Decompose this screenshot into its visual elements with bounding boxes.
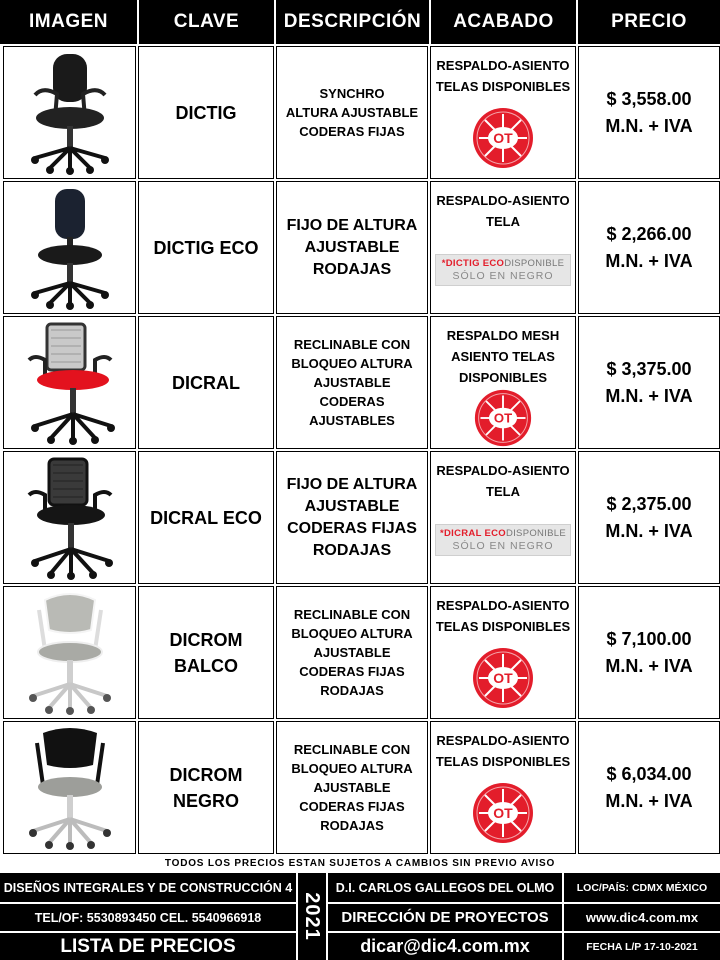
- price-currency: M.N. + IVA: [605, 790, 693, 811]
- product-acabado: RESPALDO-ASIENTO TELAS DISPONIBLES OT: [430, 586, 576, 719]
- product-precio: [578, 181, 720, 314]
- chair-photo-icon: [15, 455, 125, 580]
- product-descripcion: RECLINABLE CON BLOQUEO ALTURA AJUSTABLE CODERAS AJUSTABLES: [276, 316, 428, 449]
- product-acabado: RESPALDO-ASIENTO TELA *DICRAL ECODISPONIBLE SÓLO EN NEGRO: [430, 451, 576, 584]
- email-link[interactable]: dicar@dic4.com.mx: [360, 936, 530, 956]
- ot-label: OT: [493, 410, 513, 426]
- chair-photo-icon: [15, 185, 125, 310]
- product-acabado: RESPALDO MESH ASIENTO TELAS DISPONIBLES OT: [430, 316, 576, 449]
- price-value: $ 7,100.00: [606, 628, 692, 649]
- product-descripcion: RECLINABLE CON BLOQUEO ALTURA AJUSTABLE CODERAS FIJAS RODAJAS: [276, 721, 428, 854]
- product-image-dicral: [3, 316, 136, 449]
- product-clave: DICROM NEGRO: [138, 721, 274, 854]
- header-acabado: ACABADO: [453, 11, 554, 32]
- product-acabado: RESPALDO-ASIENTO TELAS DISPONIBLES OT: [430, 46, 576, 179]
- product-acabado: RESPALDO-ASIENTO TELAS DISPONIBLES OT: [430, 721, 576, 854]
- price-currency: M.N. + IVA: [605, 115, 693, 136]
- product-descripcion: SYNCHRO ALTURA AJUSTABLE CODERAS FIJAS: [276, 46, 428, 179]
- product-clave: DICRAL: [138, 316, 274, 449]
- year-text: 2021: [300, 892, 323, 941]
- product-acabado: RESPALDO-ASIENTO TELA *DICTIG ECODISPONIBLE SÓLO EN NEGRO: [430, 181, 576, 314]
- header-clave: CLAVE: [173, 11, 240, 32]
- ot-fabric-logo-icon: [471, 781, 535, 845]
- company-name: DISEÑOS INTEGRALES Y DE CONSTRUCCIÓN 4: [3, 880, 293, 895]
- chair-photo-icon: [15, 50, 125, 175]
- product-image-dicrom-negro: [3, 721, 136, 854]
- product-clave: DICTIG: [138, 46, 274, 179]
- product-image-dicral-eco: [3, 451, 136, 584]
- chair-photo-icon: [15, 725, 125, 850]
- product-image-dictig: [3, 46, 136, 179]
- ot-fabric-logo-icon: [471, 646, 535, 710]
- list-title: LISTA DE PRECIOS: [60, 935, 236, 957]
- price-currency: M.N. + IVA: [605, 520, 693, 541]
- price-value: $ 2,266.00: [606, 223, 692, 244]
- price-value: $ 6,034.00: [606, 763, 692, 784]
- ot-label: OT: [493, 804, 513, 821]
- product-descripcion: RECLINABLE CON BLOQUEO ALTURA AJUSTABLE CODERAS FIJAS RODAJAS: [276, 586, 428, 719]
- department: DIRECCIÓN DE PROYECTOS: [341, 909, 549, 926]
- location: LOC/PAÍS: CDMX MÉXICO: [576, 881, 708, 894]
- chair-photo-icon: [15, 320, 125, 445]
- price-disclaimer: TODOS LOS PRECIOS ESTAN SUJETOS A CAMBIOS SIN PREVIO AVISO: [164, 858, 556, 869]
- ot-label: OT: [493, 129, 513, 146]
- product-clave: DICRAL ECO: [138, 451, 274, 584]
- list-date: FECHA L/P 17-10-2021: [586, 940, 698, 953]
- contact-name: D.I. CARLOS GALLEGOS DEL OLMO: [335, 880, 555, 895]
- product-clave: DICTIG ECO: [138, 181, 274, 314]
- product-precio: [578, 451, 720, 584]
- ot-fabric-logo-icon: [471, 106, 535, 170]
- availability-badge: *DICTIG ECODISPONIBLE SÓLO EN NEGRO: [435, 254, 571, 286]
- product-precio: [578, 721, 720, 854]
- product-descripcion: FIJO DE ALTURA AJUSTABLE RODAJAS: [276, 181, 428, 314]
- price-currency: M.N. + IVA: [605, 250, 693, 271]
- ot-fabric-logo-icon: [473, 388, 533, 448]
- price-value: $ 2,375.00: [606, 493, 692, 514]
- price-currency: M.N. + IVA: [605, 385, 693, 406]
- year-vertical-label: [296, 873, 326, 960]
- header-precio: PRECIO: [611, 11, 687, 32]
- price-currency: M.N. + IVA: [605, 655, 693, 676]
- footer: [0, 873, 720, 960]
- ot-label: OT: [493, 669, 513, 686]
- table-header: [0, 0, 720, 44]
- product-precio: [578, 46, 720, 179]
- availability-badge: *DICRAL ECODISPONIBLE SÓLO EN NEGRO: [435, 524, 571, 556]
- phone-numbers: TEL/OF: 5530893450 CEL. 5540966918: [34, 910, 262, 925]
- price-value: $ 3,375.00: [606, 358, 692, 379]
- header-imagen: IMAGEN: [29, 11, 108, 32]
- website-link[interactable]: www.dic4.com.mx: [585, 910, 699, 925]
- product-image-dicrom-balco: [3, 586, 136, 719]
- price-value: $ 3,558.00: [606, 88, 692, 109]
- product-clave: DICROM BALCO: [138, 586, 274, 719]
- chair-photo-icon: [15, 590, 125, 715]
- product-precio: [578, 316, 720, 449]
- product-image-dictig-eco: [3, 181, 136, 314]
- header-descripcion: DESCRIPCIÓN: [283, 11, 422, 32]
- product-descripcion: FIJO DE ALTURA AJUSTABLE CODERAS FIJAS RODAJAS: [276, 451, 428, 584]
- product-precio: [578, 586, 720, 719]
